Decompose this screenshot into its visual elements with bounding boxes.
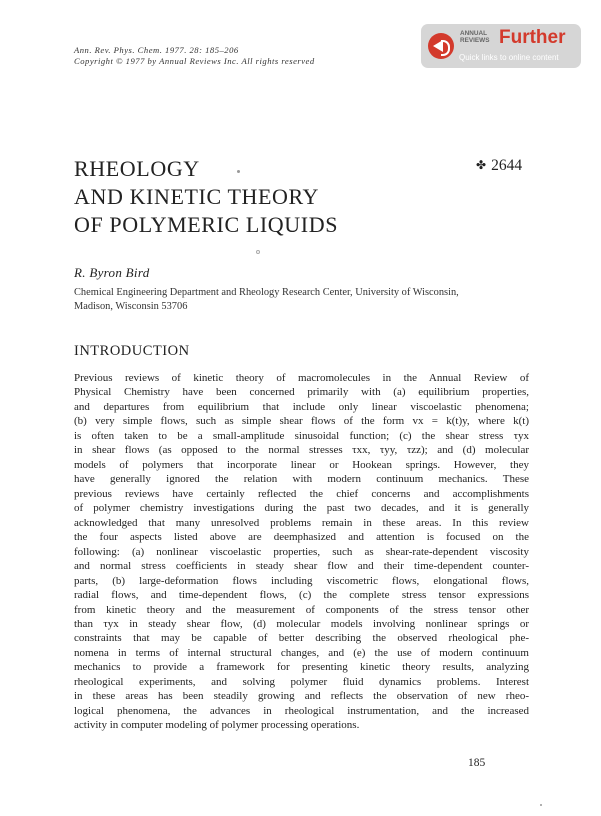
paragraph-line: rheological experiments, and solving polymer fluid dynamics problems. Interest (74, 675, 529, 688)
article-title (74, 155, 404, 239)
paragraph-line: the four aspects listed above are deemphasized and attention is focused on the (74, 531, 529, 544)
paragraph-line: models of polymers that incorporate linear or Hookean springs. However, they (74, 458, 529, 471)
star-icon: ✤ (476, 158, 487, 172)
citation-line-2: Copyright © 1977 by Annual Reviews Inc. All rights reserved (74, 56, 315, 66)
section-heading: INTRODUCTION (74, 343, 190, 359)
title-line-3: OF POLYMERIC LIQUIDS (74, 212, 339, 237)
affiliation-line-2: Madison, Wisconsin 53706 (74, 301, 188, 312)
paragraph-line: have generally ignored the relation with modern continuum mechanics. These (74, 473, 529, 486)
badge-publisher-line-1: ANNUAL (460, 30, 487, 37)
paragraph-line: logical phenomena, the advances in rheological instrumentation, and the increased (74, 704, 529, 717)
paragraph-line: in shear flows (as opposed to the normal stresses τxx, τyy, τzz); and (d) molecular (74, 444, 529, 457)
paragraph-line: in these areas has been steadily growing and reflects the observation of new rheo- (74, 690, 529, 703)
paragraph-line: and departures from equilibrium that include only linear viscoelastic phenomena; (74, 400, 529, 413)
journal-citation (74, 45, 315, 67)
paragraph-line: constraints that may be capable of better describing the observed rheological phe- (74, 632, 529, 645)
paragraph-line: from kinetic theory and the measurement of components of the stress tensor other (74, 603, 529, 616)
introduction-paragraph (74, 371, 529, 733)
paragraph-line: radial flows, and time-dependent flows, (c) the complete stress tensor expressions (74, 589, 529, 602)
paragraph-line: Physical Chemistry have been concerned primarily with (a) equilibrium properties, (74, 386, 529, 399)
paragraph-line: is often taken to be a small-amplitude sinusoidal function; (c) the shear stress τyx (74, 429, 529, 442)
paragraph-line: of polymer chemistry investigations during the past two decades, and it is generally (74, 502, 529, 515)
paragraph-line: nomena in terms of internal structural changes, and (e) the use of modern continuum (74, 646, 529, 659)
paragraph-line: (b) very simple flows, such as simple shear flows of the form vx = k(t)y, where k(t) (74, 415, 529, 428)
article-number (476, 157, 522, 175)
citation-line-1: Ann. Rev. Phys. Chem. 1977. 28: 185–206 (74, 45, 239, 55)
affiliation-line-1: Chemical Engineering Department and Rheology Research Center, University of Wisconsin, (74, 287, 459, 298)
scan-speck (540, 804, 542, 806)
scan-speck (237, 170, 240, 173)
page-number: 185 (468, 757, 486, 769)
badge-title: Further (499, 27, 566, 48)
paragraph-line: activity in computer modeling of polymer processing operations. (74, 719, 360, 732)
paragraph-line: previous reviews have certainly reflected the chief concerns and accomplishments (74, 487, 529, 500)
badge-publisher (460, 30, 489, 44)
paragraph-line: parts, (b) large-deformation flows including viscometric flows, elongational flows, (74, 574, 529, 587)
paragraph-line: mechanics to provide a framework for presenting kinetic theory results, analyzing (74, 661, 529, 674)
badge-subtitle: Quick links to online content (459, 53, 559, 62)
paragraph-line: Previous reviews of kinetic theory of macromolecules in the Annual Review of (74, 372, 529, 384)
paragraph-line: following: (a) nonlinear viscoelastic properties, such as shear-rate-dependent viscosity (74, 545, 529, 558)
title-line-2: AND KINETIC THEORY (74, 184, 320, 209)
paragraph-line: acknowledged that many unresolved problems remain in these areas. In this review (74, 516, 529, 529)
paragraph-line: than τyx in steady shear flow, (d) molecular models involving nonlinear springs or (74, 617, 529, 630)
scan-speck (256, 250, 260, 254)
paragraph-line: and normal stress coefficients in steady shear flow and their time-dependent counter- (74, 560, 529, 573)
article-number-value: 2644 (491, 157, 523, 174)
title-line-1: RHEOLOGY (74, 156, 200, 181)
author-affiliation (74, 286, 514, 314)
badge-publisher-line-2: REVIEWS (460, 37, 490, 44)
author-name: R. Byron Bird (74, 265, 150, 280)
share-icon (428, 33, 454, 59)
further-links-badge[interactable] (421, 24, 581, 68)
